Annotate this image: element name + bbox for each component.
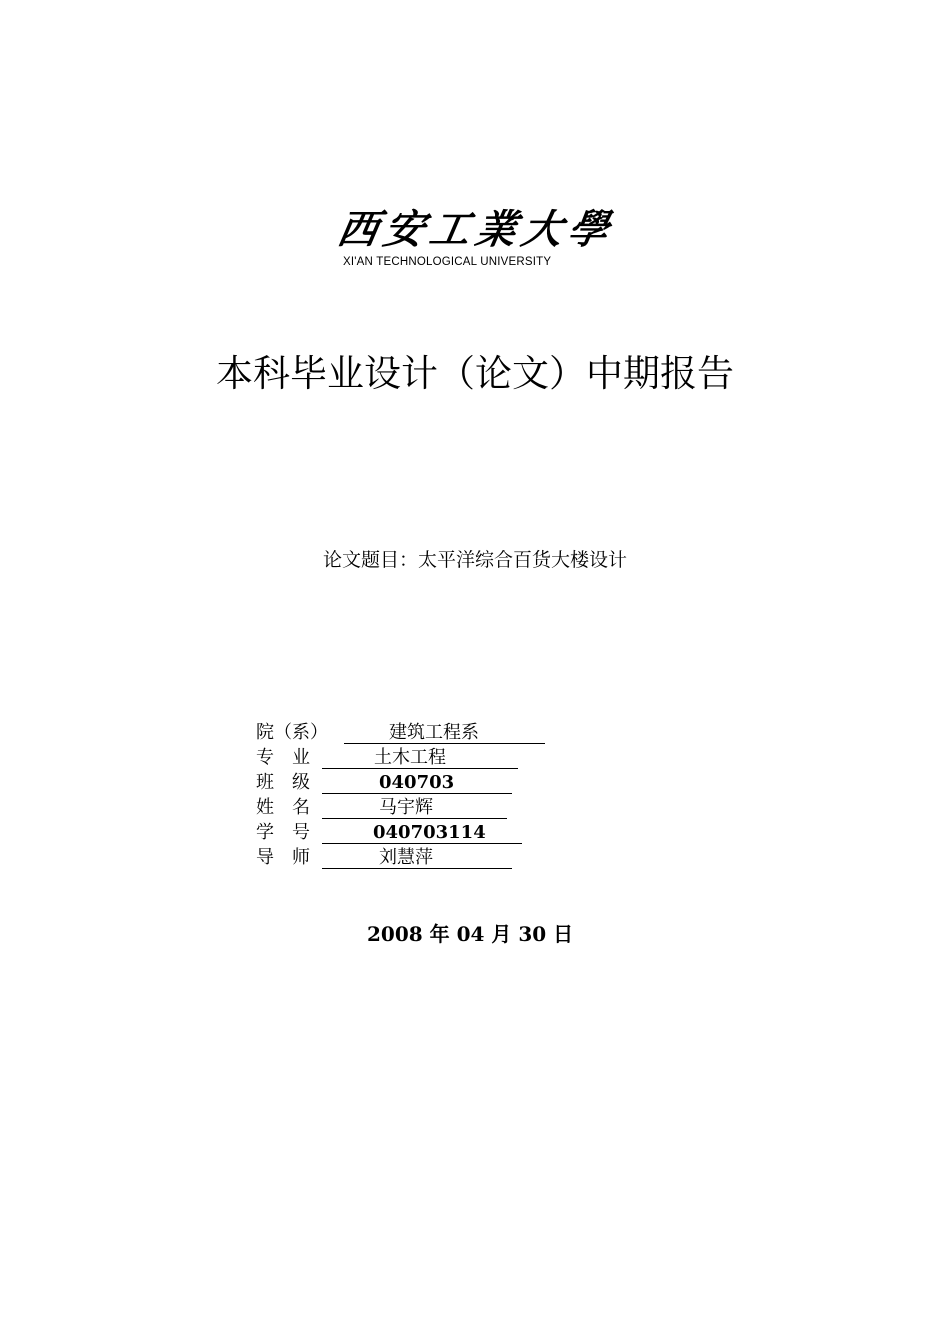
info-value: 马宇辉 xyxy=(322,797,507,819)
info-row-department xyxy=(256,720,576,745)
info-label: 姓 名 xyxy=(256,797,310,818)
info-value: 土木工程 xyxy=(322,747,518,769)
info-label: 专 业 xyxy=(256,747,310,768)
info-row-student-id xyxy=(256,820,576,845)
logo-english-name: XI'AN TECHNOLOGICAL UNIVERSITY xyxy=(343,256,552,268)
thesis-topic: 论文题目：太平洋综合百货大楼设计 xyxy=(322,549,627,571)
university-logo xyxy=(330,205,619,275)
info-row-major xyxy=(256,745,576,770)
info-row-class xyxy=(256,770,576,795)
info-row-advisor xyxy=(256,845,576,870)
info-value: 040703114 xyxy=(322,822,522,844)
info-label: 院（系） xyxy=(256,722,328,743)
info-value: 建筑工程系 xyxy=(344,722,545,744)
info-value: 040703 xyxy=(322,772,512,794)
info-label: 导 师 xyxy=(256,847,310,868)
info-row-name xyxy=(256,795,576,820)
info-label: 学 号 xyxy=(256,822,310,843)
info-label: 班 级 xyxy=(256,772,310,793)
report-date: 2008 年 04 月 30 日 xyxy=(367,922,574,946)
report-title: 本科毕业设计（论文）中期报告 xyxy=(216,352,734,395)
info-value: 刘慧萍 xyxy=(322,847,512,869)
student-info xyxy=(256,720,576,870)
logo-calligraphy: 西安工業大學 xyxy=(333,206,619,253)
